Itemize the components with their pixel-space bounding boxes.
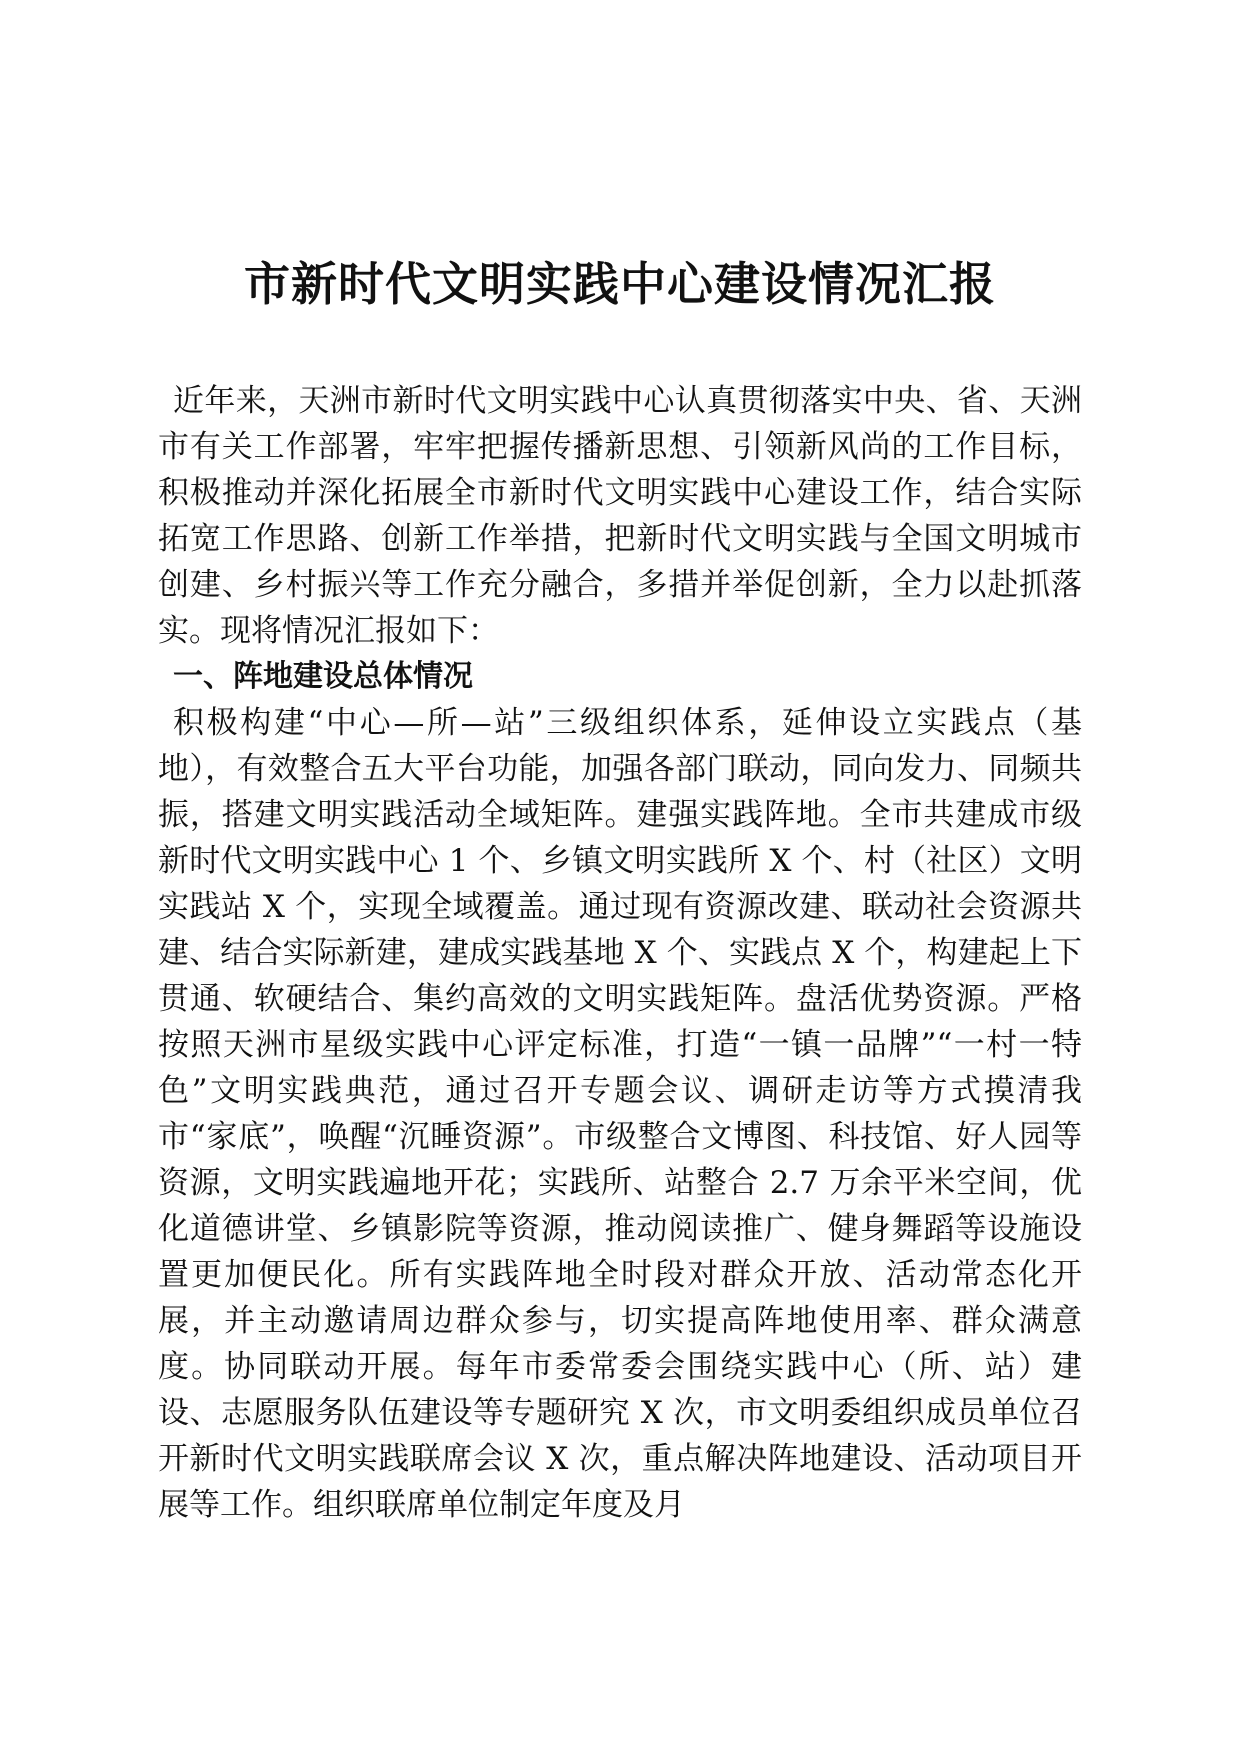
document-title: 市新时代文明实践中心建设情况汇报	[244, 257, 996, 311]
section-heading: 一、阵地建设总体情况	[173, 659, 473, 694]
intro-paragraph: 近年来，天洲市新时代文明实践中心认真贯彻落实中央、省、天洲市有关工作部署，牢牢把握传播新思想、引领新风尚的工作目标，积极推动并深化拓展全市新时代文明实践中心建设工作，结合实际拓宽工作思路、创新工作举措，把新时代文明实践与全国文明城市创建、乡村振兴等工作充分融合，多措并举促创新，全力以赴抓落实。现将情况汇报如下：	[158, 383, 1082, 649]
document-body	[158, 378, 1082, 1528]
section-paragraph: 积极构建“中心—所—站”三级组织体系，延伸设立实践点（基地），有效整合五大平台功能，加强各部门联动，同向发力、同频共振，搭建文明实践活动全域矩阵。建强实践阵地。全市共建成市级新时代文明实践中心 1 个、乡镇文明实践所 X 个、村（社区）文明实践站 X 个，实现全域覆盖。通过现有资源改建、联动社会资源共建、结合实际新建，建成实践基地 X 个、实践点 X 个，构建起上下贯通、软硬结合、集约高效的文明实践矩阵。盘活优势资源。严格按照天洲市星级实践中心评定标准，打造“一镇一品牌”“一村一特色”文明实践典范，通过召开专题会议、调研走访等方式摸清我市“家底”，唤醒“沉睡资源”。市级整合文博图、科技馆、好人园等资源，文明实践遍地开花；实践所、站整合 2.7 万余平米空间，优化道德讲堂、乡镇影院等资源，推动阅读推广、健身舞蹈等设施设置更加便民化。所有实践阵地全时段对群众开放、活动常态化开展，并主动邀请周边群众参与，切实提高阵地使用率、群众满意度。协同联动开展。每年市委常委会围绕实践中心（所、站）建设、志愿服务队伍建设等专题研究 X 次，市文明委组织成员单位召开新时代文明实践联席会议 X 次，重点解决阵地建设、活动项目开展等工作。组织联席单位制定年度及月	[158, 705, 1082, 1523]
